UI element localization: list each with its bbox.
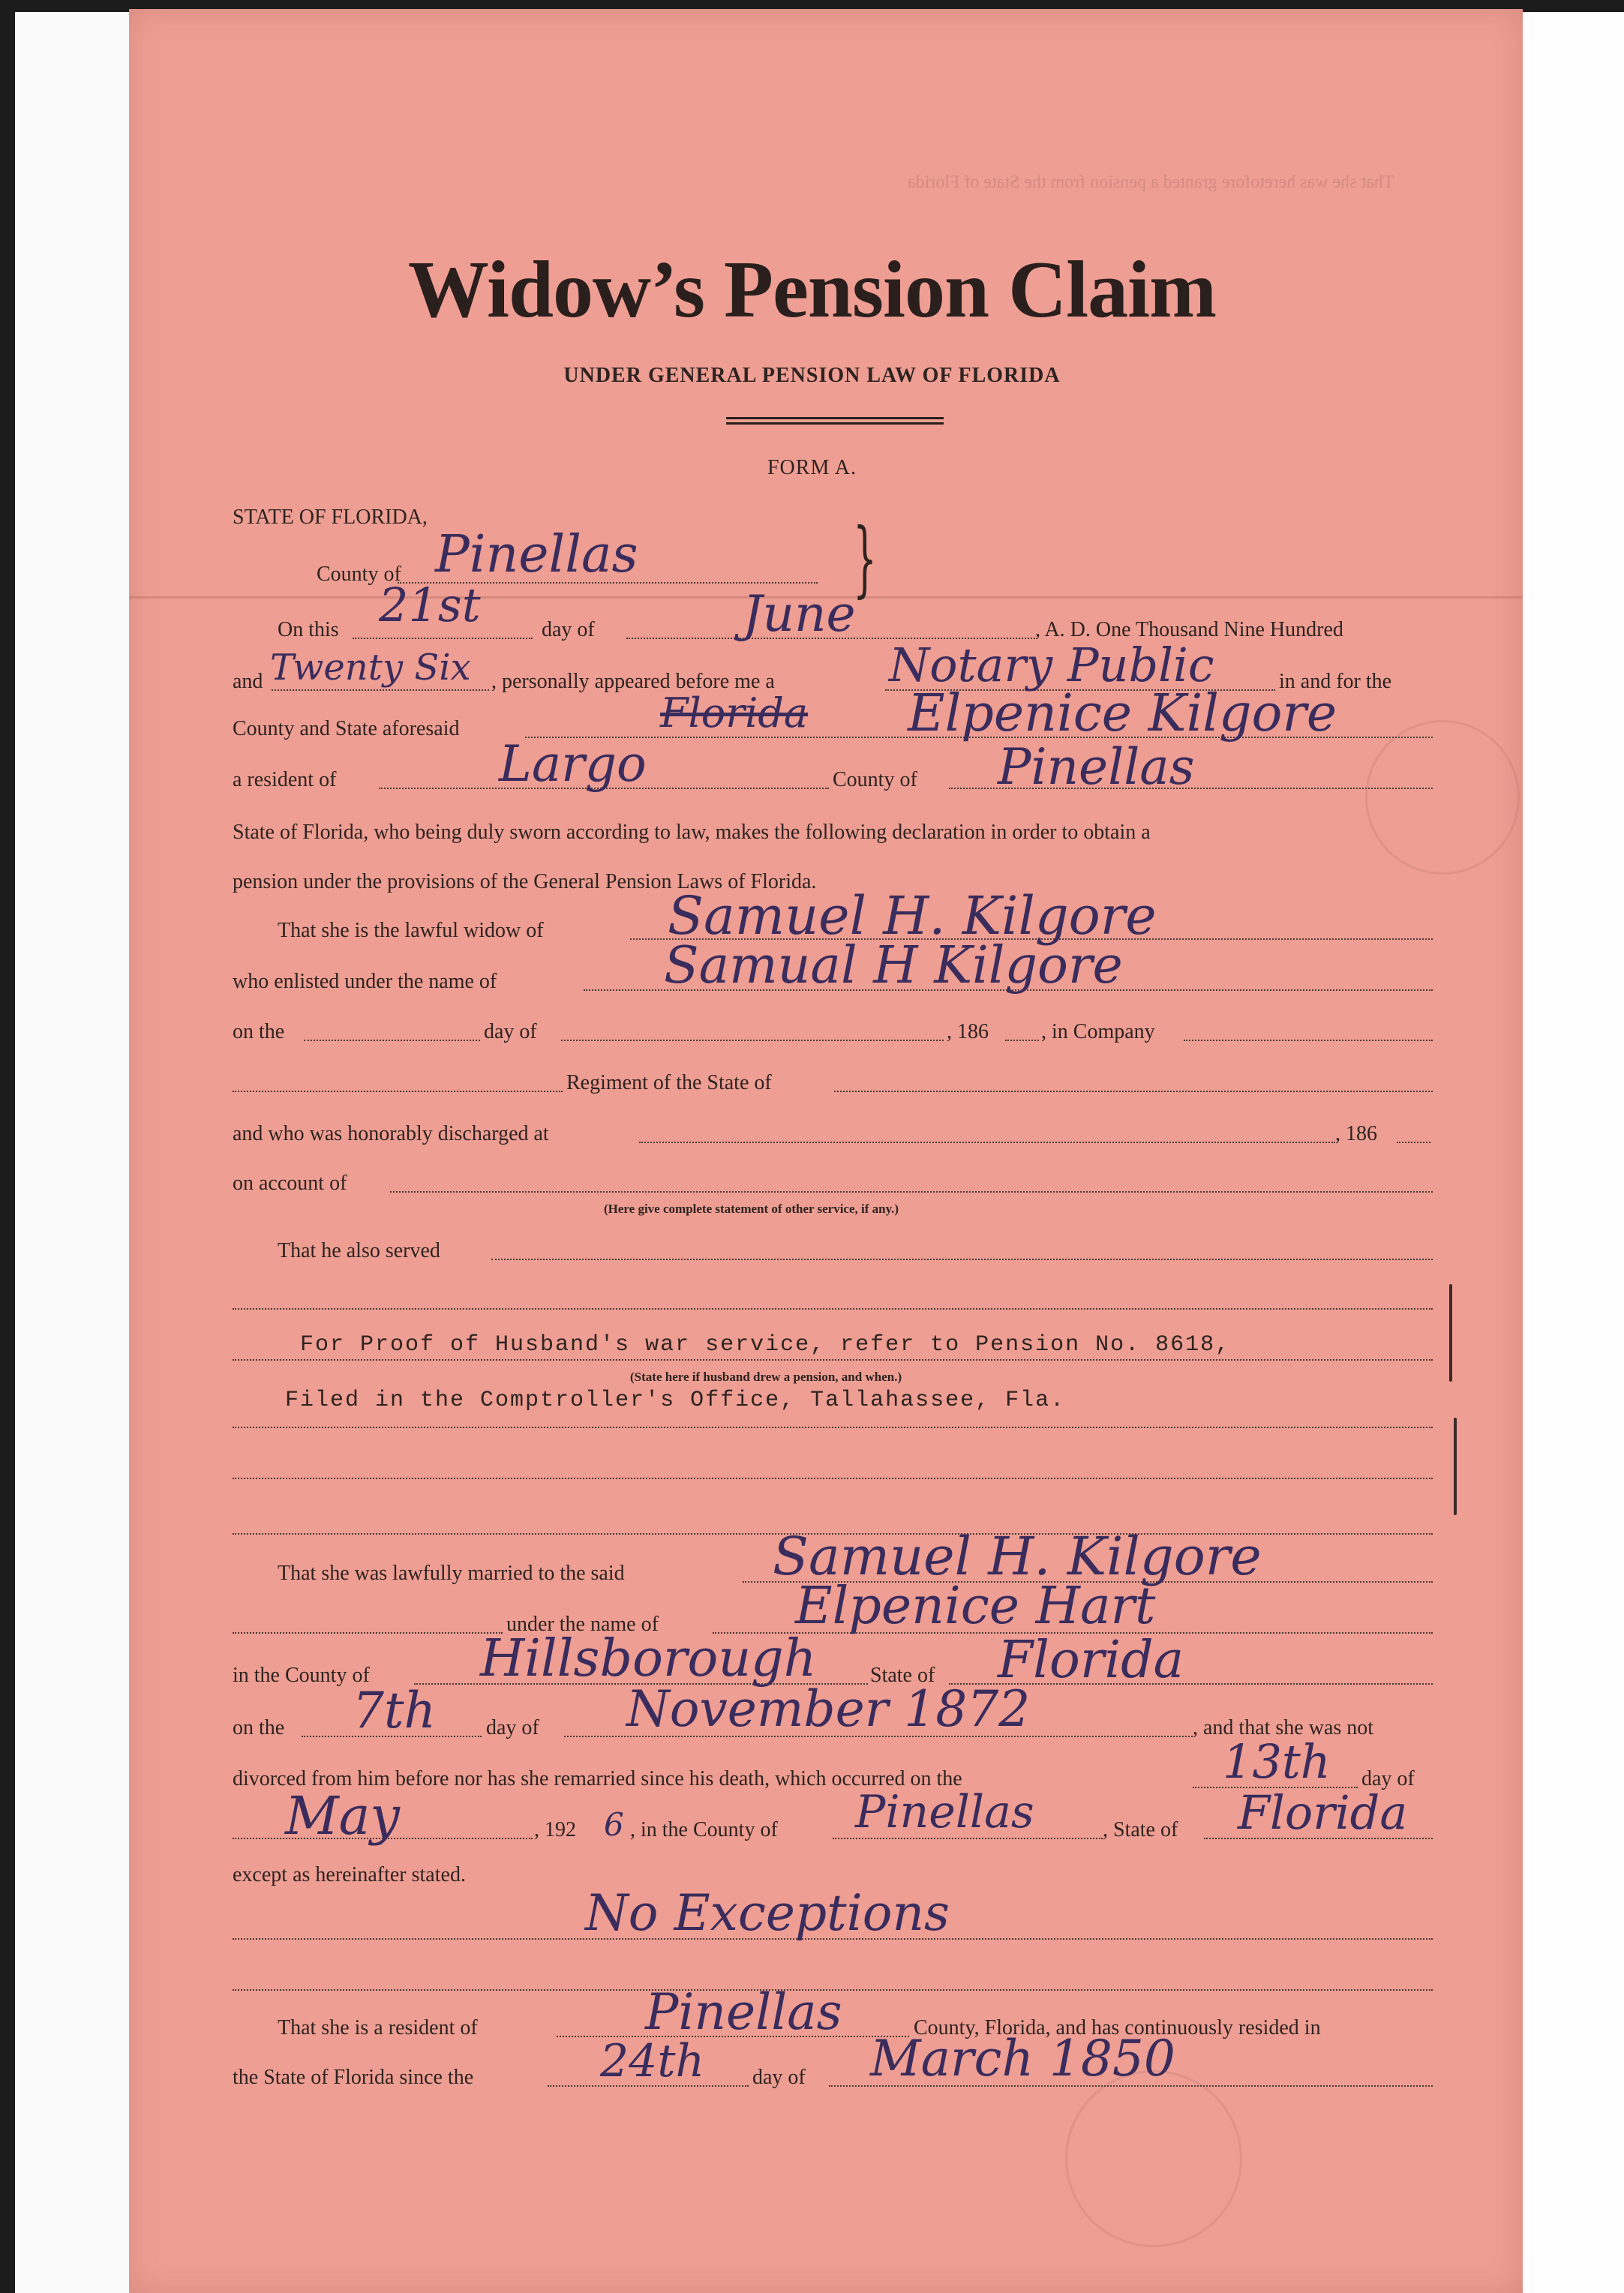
pension-line-3 <box>233 1478 1433 1479</box>
regiment-label: Regiment of the State of <box>566 1071 772 1094</box>
also-served-line <box>491 1259 1433 1260</box>
death-county-field[interactable]: Pinellas <box>855 1786 1034 1838</box>
day-of-label: day of <box>542 618 595 641</box>
scan-border-left <box>0 0 15 2293</box>
regiment-state-line <box>834 1091 1433 1092</box>
declaration-text-2: pension under the provisions of the General Pension Laws of Florida. <box>233 870 817 893</box>
since-day-of-label: day of <box>752 2066 806 2089</box>
in-county-label: in the County of <box>233 1664 370 1687</box>
death-day-of-label: day of <box>1361 1767 1415 1790</box>
scan-background <box>15 12 129 2293</box>
exceptions-field[interactable]: No Exceptions <box>585 1884 950 1942</box>
enlisted-name-field[interactable]: Samual H Kilgore <box>664 936 1123 995</box>
under-name-pre-line <box>233 1632 503 1634</box>
on-account-line <box>390 1191 1433 1193</box>
death-day-field[interactable]: 13th <box>1223 1734 1331 1789</box>
since-date-field[interactable]: March 1850 <box>870 2030 1175 2087</box>
since-label: the State of Florida since the <box>233 2066 474 2089</box>
in-and-for-label: in and for the <box>1279 670 1392 693</box>
marriage-date-field[interactable]: November 1872 <box>626 1680 1031 1738</box>
typed-comptroller-note: Filed in the Comptroller's Office, Tallahassee, Fla. <box>285 1388 1066 1413</box>
death-year-prefix: , 192 <box>534 1818 576 1841</box>
enlisted-under-label: who enlisted under the name of <box>233 970 497 993</box>
claimant-name-field[interactable]: Elpenice Kilgore <box>908 684 1337 743</box>
resident-label: That she is a resident of <box>278 2016 478 2039</box>
regiment-line <box>233 1091 563 1092</box>
enlist-day-line <box>304 1040 480 1041</box>
state-of-florida-label: STATE OF FLORIDA, <box>233 506 428 529</box>
death-month-field[interactable]: May <box>285 1785 400 1847</box>
not-divorced-label: , and that she was not <box>1193 1716 1374 1739</box>
pension-line-1 <box>233 1359 1433 1361</box>
county-state-label: County and State aforesaid <box>233 717 460 740</box>
month-field[interactable]: June <box>743 585 856 643</box>
year-field[interactable]: Twenty Six <box>270 647 471 689</box>
marriage-state-field[interactable]: Florida <box>998 1631 1184 1690</box>
divider-rule <box>726 417 944 419</box>
and-label: and <box>233 670 263 693</box>
marriage-day-field[interactable]: 7th <box>353 1682 437 1739</box>
in-company-label: , in Company <box>1041 1020 1155 1043</box>
day-line <box>353 638 533 639</box>
enlist-month-line <box>561 1040 944 1041</box>
since-day-field[interactable]: 24th <box>600 2035 705 2087</box>
margin-pen-mark <box>1449 1284 1452 1382</box>
discharged-at-label: and who was honorably discharged at <box>233 1122 549 1145</box>
county-field[interactable]: Pinellas <box>435 525 638 584</box>
service-note: (Here give complete statement of other service, if any.) <box>604 1202 899 1216</box>
day-of-label: day of <box>484 1020 537 1043</box>
county-florida-label: County, Florida, and has continuously resided in <box>914 2016 1321 2039</box>
death-state-field[interactable]: Florida <box>1238 1785 1408 1840</box>
widow-of-label: That she is the lawful widow of <box>278 919 544 942</box>
marriage-on-the-label: on the <box>233 1716 285 1739</box>
county-label: County of <box>317 563 401 586</box>
declaration-text-1: State of Florida, who being duly sworn according to law, makes the following declaration in order to obtain a <box>233 821 1151 844</box>
maiden-name-field[interactable]: Elpenice Hart <box>795 1577 1156 1636</box>
officer-field[interactable]: Notary Public <box>889 638 1214 692</box>
husband-name-field[interactable]: Samuel H. Kilgore <box>668 885 1157 947</box>
under-name-label: under the name of <box>506 1613 659 1636</box>
marriage-county-field[interactable]: Hillsborough <box>480 1629 817 1688</box>
struck-state-field[interactable]: Florida <box>660 689 809 737</box>
bleed-through-text: That she was heretofore granted a pension from the State of Florida <box>908 173 1394 192</box>
year-186-label: , 186 <box>947 1020 989 1043</box>
on-account-label: on account of <box>233 1172 347 1195</box>
marriage-day-of-label: day of <box>486 1716 539 1739</box>
resident-of-label: a resident of <box>233 768 337 791</box>
county-of-label: County of <box>833 768 917 791</box>
embossed-seal-ghost <box>1065 2070 1242 2247</box>
enlist-year-line <box>1005 1040 1039 1041</box>
form-title: Widow’s Pension Claim <box>407 245 1217 335</box>
pension-form-paper <box>129 9 1523 2293</box>
ad-label: , A. D. One Thousand Nine Hundred <box>1035 618 1343 641</box>
personally-appeared-label: , personally appeared before me a <box>491 670 775 693</box>
death-county-label: , in the County of <box>630 1818 778 1841</box>
divider-rule <box>726 422 944 425</box>
residence-field[interactable]: Largo <box>499 735 647 793</box>
death-state-label: , State of <box>1103 1818 1178 1841</box>
married-name-field[interactable]: Samuel H. Kilgore <box>773 1526 1262 1587</box>
death-year-digit-field[interactable]: 6 <box>604 1806 624 1843</box>
venue-brace: } <box>853 510 877 606</box>
company-line <box>1184 1040 1433 1041</box>
also-served-line-2 <box>233 1308 1433 1310</box>
discharge-year-label: , 186 <box>1335 1122 1377 1145</box>
form-subtitle: UNDER GENERAL PENSION LAW OF FLORIDA <box>563 364 1061 387</box>
pension-line-2 <box>233 1427 1433 1428</box>
resident-county-field[interactable]: Pinellas <box>645 1983 842 2041</box>
also-served-label: That he also served <box>278 1239 440 1262</box>
married-to-label: That she was lawfully married to the said <box>278 1562 625 1585</box>
typed-pension-reference: For Proof of Husband's war service, refer to Pension No. 8618, <box>300 1332 1231 1358</box>
embossed-seal-ghost <box>1365 720 1520 875</box>
state-of-label: State of <box>870 1664 935 1687</box>
margin-pen-mark <box>1454 1418 1457 1515</box>
discharged-line <box>639 1142 1335 1143</box>
residence-county-field[interactable]: Pinellas <box>998 738 1195 796</box>
discharge-year-line <box>1397 1142 1430 1143</box>
year-line <box>272 689 489 691</box>
on-this-label: On this <box>278 618 339 641</box>
form-label: FORM A. <box>767 456 857 479</box>
except-label: except as hereinafter stated. <box>233 1863 466 1886</box>
divorce-statement: divorced from him before nor has she remarried since his death, which occurred on the <box>233 1767 962 1790</box>
day-field[interactable]: 21st <box>379 578 481 632</box>
pension-note: (State here if husband drew a pension, and when.) <box>630 1370 902 1384</box>
on-the-label: on the <box>233 1020 285 1043</box>
